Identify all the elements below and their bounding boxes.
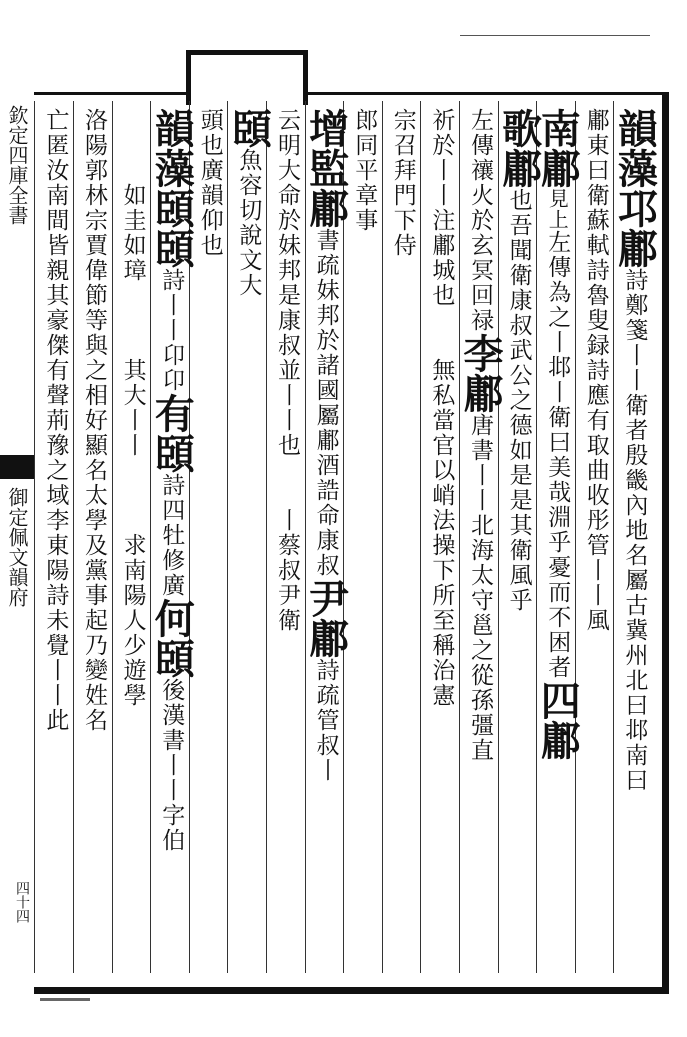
spine-book-title: 御定佩文韻府 (5, 487, 29, 607)
column-text: 無私當官以峭法操下所至稱治憲 (428, 358, 455, 708)
column-text: 求南陽人少遊學 (119, 533, 146, 708)
text-column (611, 108, 659, 968)
column-text: 云明大命於妹邦是康叔並丨丨也 (274, 108, 300, 458)
headword: 南鄘 (534, 108, 582, 188)
column-text (428, 308, 454, 358)
text-column (35, 108, 75, 968)
column-text: 後漢書丨丨字伯 (158, 678, 185, 853)
column-text: 書疏妹邦於諸國屬鄘酒誥命康叔 (312, 228, 339, 578)
column-text: 丨蔡叔尹衛 (274, 508, 300, 633)
text-column (344, 108, 384, 968)
text-column (190, 108, 230, 968)
text-column (225, 108, 273, 968)
column-text: 詩疏管叔丨 (312, 658, 339, 783)
header-rule (460, 35, 650, 36)
column-text (274, 458, 300, 508)
spine-fishtail (0, 455, 34, 479)
column-text: 也吾聞衛康叔武公之德如是是其衛風乎 (505, 188, 532, 613)
text-column (534, 108, 582, 968)
headword: 韻藻 (148, 108, 196, 188)
column-text: 郎同平章事 (351, 108, 378, 233)
headword: 有頣 (148, 393, 196, 473)
heading-tab-frame (186, 50, 308, 105)
text-column (302, 108, 350, 968)
headword: 頣頣 (148, 188, 196, 268)
column-text: 唐書丨丨北海太守邕之從孫彊直 (467, 413, 493, 763)
column-text: 如圭如璋 (119, 183, 146, 283)
column-text: 左傳禳火於玄冥回禄 (467, 108, 493, 333)
text-column (383, 108, 423, 968)
text-column (267, 108, 307, 968)
headword: 歌鄘 (495, 108, 543, 188)
column-text: 詩四牡修廣 (158, 473, 185, 598)
column-text: 鄘東曰衛蘇軾詩魯叟録詩應有取曲收彤管丨丨風 (582, 108, 609, 633)
column-text (120, 283, 146, 358)
text-column (148, 108, 196, 968)
headword: 頣 (225, 108, 273, 148)
book-spine (0, 101, 34, 971)
headword: 尹鄘 (302, 578, 350, 658)
annotation: 見上 (545, 188, 570, 230)
text-column (495, 108, 543, 968)
column-text: 祈於丨丨注鄘城也 (428, 108, 455, 308)
headword: 監鄘 (302, 148, 350, 228)
column-text: 宗召拜門下侍 (389, 108, 416, 258)
spine-title: 欽定四庫全書 (5, 105, 29, 225)
page-number: 四十四 (14, 881, 30, 923)
text-column (457, 108, 504, 968)
column-text (120, 458, 146, 533)
headword: 李鄘 (457, 333, 504, 413)
bottom-mark (40, 998, 90, 1009)
column-text (120, 108, 146, 183)
headword: 邛鄘 (611, 188, 659, 268)
column-text: 詩鄭箋丨丨衛者殷畿內地名屬古冀州北曰邶南曰 (621, 268, 648, 793)
column-text: 魚容切說文大 (235, 148, 262, 298)
text-column (421, 108, 461, 968)
headword: 增 (302, 108, 350, 148)
column-text: 頭也廣韻仰也 (196, 108, 223, 258)
column-text: 詩丨丨卬卬 (158, 268, 185, 393)
text-column (113, 108, 153, 968)
headword: 韻藻 (611, 108, 659, 188)
column-text: 左傳為之丨邶丨衛曰美哉淵乎憂而不困者 (544, 230, 571, 680)
column-text: 洛陽郭林宗賈偉節等與之相好顯名太學及黨事起乃變姓名 (81, 108, 107, 733)
column-text: 其大丨丨 (119, 358, 146, 458)
text-column (576, 108, 616, 968)
headword: 四鄘 (534, 680, 582, 760)
column-text: 亡匿汝南間皆親其豪傑有聲荊豫之域李東陽詩未覺丨丨此 (42, 108, 69, 733)
headword: 何頣 (148, 598, 196, 678)
text-column (74, 108, 114, 968)
